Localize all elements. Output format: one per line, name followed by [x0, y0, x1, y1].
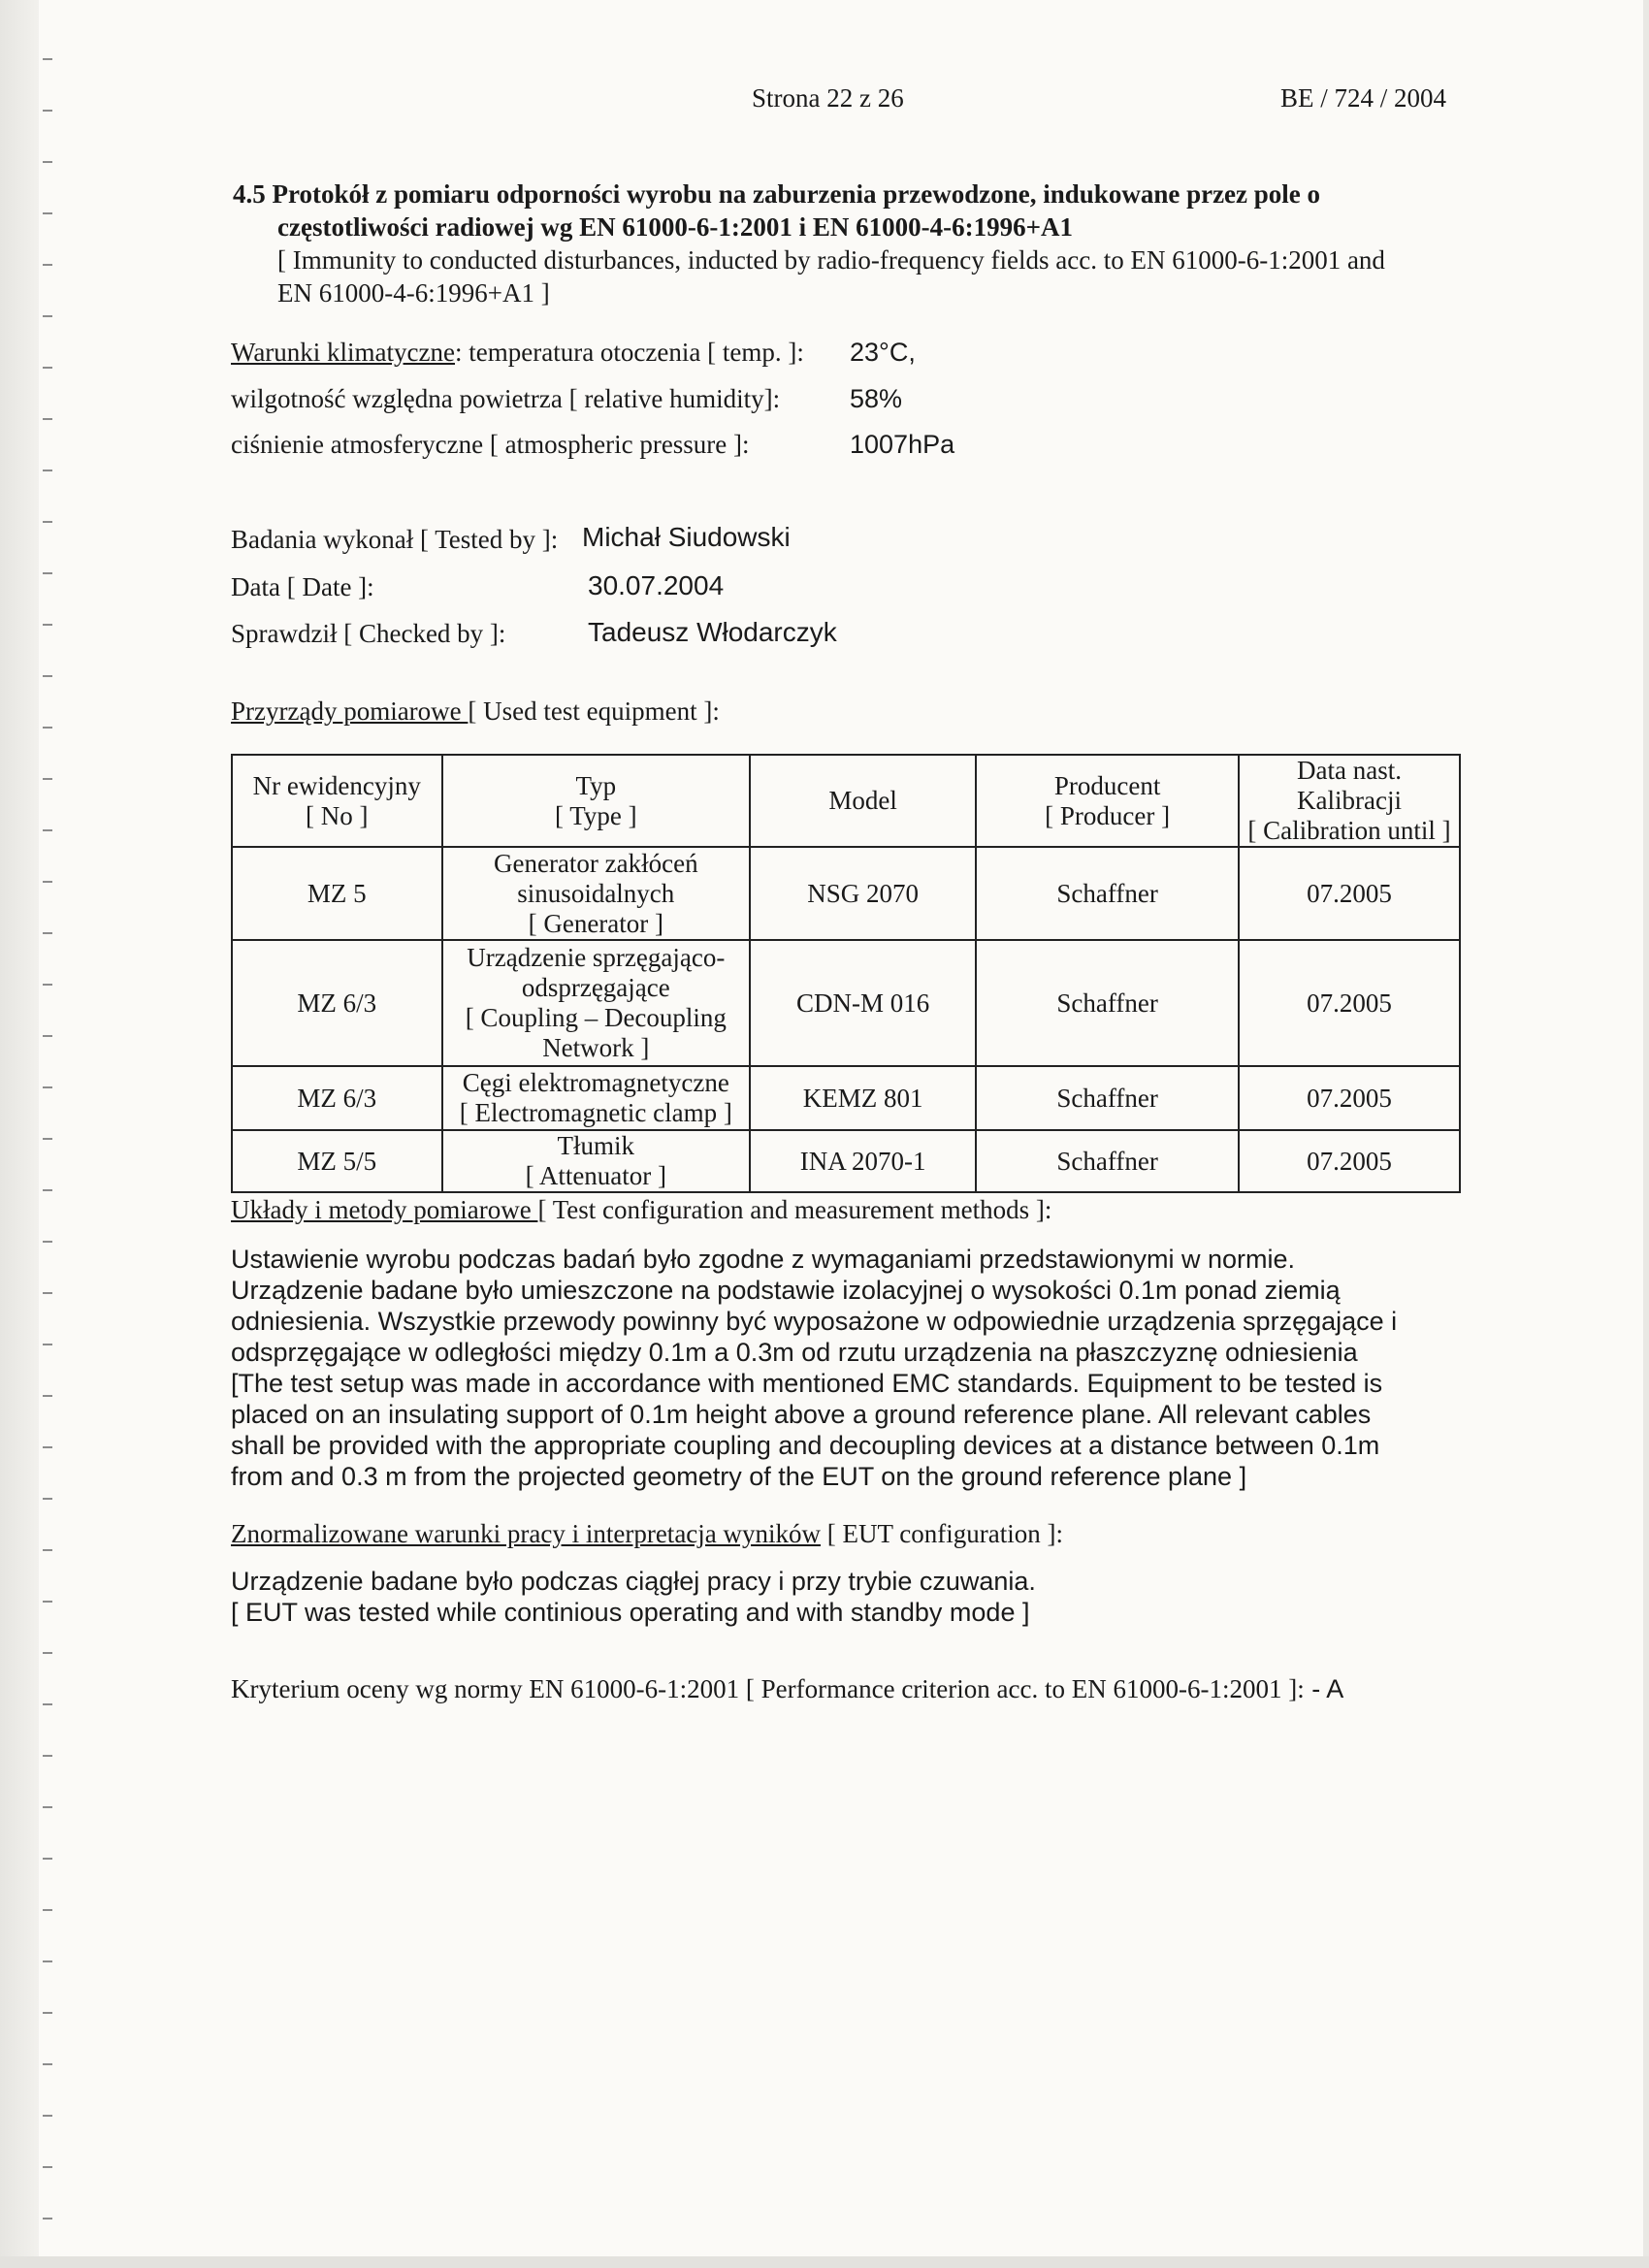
col-header-l1: Nr ewidencyjny [252, 770, 421, 800]
cell-type [442, 847, 751, 940]
binding-tick [43, 1344, 52, 1345]
table-row [232, 1130, 1460, 1192]
methods-line: from and 0.3 m from the projected geometry of the EUT on the ground reference plane ] [231, 1462, 1247, 1491]
section-title-line1: 4.5 Protokół z pomiaru odporności wyrobu na zaburzenia przewodzone, indukowane przez pole o [233, 179, 1321, 209]
eut-heading-suffix: [ EUT configuration ]: [821, 1519, 1063, 1548]
tested-by-label: Badania wykonał [ Tested by ]: [231, 525, 559, 554]
section-title-line2: częstotliwości radiowej wg EN 61000-6-1:2001 i EN 61000-4-6:1996+A1 [277, 212, 1074, 242]
col-header-l1: Data nast. Kalibracji [1297, 756, 1402, 815]
binding-tick [43, 1395, 52, 1397]
binding-tick [43, 1703, 52, 1705]
binding-tick [43, 1138, 52, 1140]
binding-tick [43, 418, 52, 420]
binding-tick [43, 932, 52, 934]
col-header-producer [976, 755, 1239, 847]
cell-calibration: 07.2005 [1239, 1066, 1460, 1130]
cell-type [442, 940, 751, 1066]
binding-tick [43, 1909, 52, 1911]
climate-humidity-value: 58% [850, 384, 903, 413]
climate-heading: Warunki klimatyczne [231, 338, 455, 367]
col-header-l1: Producent [1053, 770, 1161, 800]
binding-tick [43, 2166, 52, 2168]
climate-temp-row [231, 338, 804, 368]
methods-line: placed on an insulating support of 0.1m height above a ground reference plane. All relevant cables [231, 1400, 1372, 1429]
col-header-model [750, 755, 976, 847]
checked-by-value: Tadeusz Włodarczyk [588, 617, 837, 647]
eut-line: Urządzenie badane było podczas ciągłej pracy i przy trybie czuwania. [231, 1567, 1036, 1596]
methods-line: odniesienia. Wszystkie przewody powinny być wyposażone w odpowiednie urządzenia sprzęgające i [231, 1307, 1398, 1336]
cell-type-line: [ Attenuator ] [525, 1161, 667, 1190]
binding-tick [43, 1652, 52, 1654]
cell-type-line: [ Generator ] [528, 908, 664, 938]
binding-tick [43, 1446, 52, 1448]
cell-producer: Schaffner [976, 847, 1239, 940]
cell-type-line: Cęgi elektromagnetyczne [462, 1068, 729, 1097]
binding-tick [43, 1960, 52, 1962]
section-subtitle-line1: [ Immunity to conducted disturbances, inducted by radio-frequency fields acc. to EN 61000-6-1:2001 and [277, 245, 1385, 275]
binding-tick [43, 675, 52, 677]
methods-line: Urządzenie badane było umieszczone na podstawie izolacyjnej o wysokości 0.1m ponad ziemią [231, 1276, 1341, 1305]
section-title-block [233, 178, 1426, 309]
cell-no: MZ 5/5 [232, 1130, 442, 1192]
binding-tick [43, 315, 52, 317]
binding-tick [43, 2115, 52, 2117]
table-row [232, 847, 1460, 940]
eut-heading-row [231, 1519, 1063, 1549]
binding-tick [43, 984, 52, 986]
binding-tick [43, 624, 52, 626]
binding-tick [43, 1755, 52, 1757]
cell-model: NSG 2070 [750, 847, 976, 940]
methods-line: shall be provided with the appropriate coupling and decoupling devices at a distance between 0.1m [231, 1431, 1380, 1460]
climate-temp-value: 23°C, [850, 338, 916, 367]
climate-humidity-label: wilgotność względna powietrza [ relative humidity]: [231, 384, 781, 413]
cell-type-line: sinusoidalnych [517, 878, 675, 908]
cell-type-line: Network ] [542, 1033, 650, 1062]
col-header-l2: [ Type ] [555, 800, 637, 830]
binding-tick [43, 110, 52, 112]
methods-line: odsprzęgające w odległości między 0.1m a 0.3m od rzutu urządzenia na płaszczyznę odniesienia [231, 1338, 1358, 1367]
binding-tick [43, 1086, 52, 1088]
binding-tick [43, 1601, 52, 1603]
col-header-calibration [1239, 755, 1460, 847]
cell-no: MZ 6/3 [232, 940, 442, 1066]
binding-tick [43, 264, 52, 266]
cell-model: INA 2070-1 [750, 1130, 976, 1192]
tested-by-value: Michał Siudowski [582, 522, 791, 552]
climate-pressure-label: ciśnienie atmosferyczne [ atmospheric pressure ]: [231, 430, 750, 459]
binding-tick [43, 829, 52, 831]
binding-tick [43, 470, 52, 471]
binding-tick [43, 1189, 52, 1191]
page-edge-right [1643, 0, 1649, 2268]
criterion-row [231, 1674, 1343, 1704]
methods-heading: Układy i metody pomiarowe [231, 1195, 538, 1224]
binding-tick [43, 1241, 52, 1243]
cell-type-line: [ Electromagnetic clamp ] [459, 1098, 732, 1127]
cell-no: MZ 6/3 [232, 1066, 442, 1130]
binding-tick [43, 58, 52, 60]
col-header-l2: [ No ] [306, 800, 369, 830]
cell-type [442, 1066, 751, 1130]
eut-line: [ EUT was tested while continious operating and with standby mode ] [231, 1598, 1030, 1627]
eut-heading: Znormalizowane warunki pracy i interpretacja wyników [231, 1519, 822, 1548]
date-value: 30.07.2004 [588, 570, 725, 600]
binding-tick [43, 2063, 52, 2065]
cell-no: MZ 5 [232, 847, 442, 940]
cell-model: KEMZ 801 [750, 1066, 976, 1130]
binding-tick [43, 778, 52, 780]
col-header-l2: [ Calibration until ] [1247, 816, 1451, 845]
methods-heading-row [231, 1195, 1051, 1225]
table-header-row [232, 755, 1460, 847]
binding-tick [43, 1549, 52, 1551]
binding-tick [43, 881, 52, 883]
binding-tick [43, 1806, 52, 1808]
binding-tick [43, 727, 52, 729]
binding-tick [43, 2012, 52, 2014]
eut-paragraph [231, 1566, 1472, 1628]
equipment-heading-suffix: [ Used test equipment ]: [468, 697, 720, 726]
binding-tick [43, 1292, 52, 1294]
equipment-heading: Przyrządy pomiarowe [231, 697, 469, 726]
col-header-l1: Typ [575, 770, 617, 800]
cell-type-line: Generator zakłóceń [493, 848, 698, 878]
table-row [232, 940, 1460, 1066]
cell-producer: Schaffner [976, 1066, 1239, 1130]
col-header-l1: Model [828, 786, 897, 815]
cell-calibration: 07.2005 [1239, 1130, 1460, 1192]
binding-tick [43, 572, 52, 574]
date-label: Data [ Date ]: [231, 572, 374, 601]
col-header-type [442, 755, 751, 847]
cell-type-line: Urządzenie sprzęgająco- [467, 943, 726, 972]
binding-tick [43, 1498, 52, 1500]
binding-tick [43, 521, 52, 523]
binding-tick [43, 1035, 52, 1037]
col-header-l2: [ Producer ] [1045, 800, 1171, 830]
page-number: Strona 22 z 26 [752, 83, 904, 113]
methods-paragraph [231, 1244, 1472, 1492]
criterion-value: - A [1304, 1674, 1344, 1703]
climate-pressure-value: 1007hPa [850, 430, 955, 459]
methods-heading-suffix: [ Test configuration and measurement methods ]: [537, 1195, 1052, 1224]
col-header-no [232, 755, 442, 847]
section-subtitle-line2: EN 61000-4-6:1996+A1 ] [277, 278, 550, 308]
cell-model: CDN-M 016 [750, 940, 976, 1066]
document-id: BE / 724 / 2004 [1280, 83, 1447, 113]
criterion-text: Kryterium oceny wg normy EN 61000-6-1:2001 [ Performance criterion acc. to EN 61000-6-1:2001 ]: [231, 1674, 1305, 1703]
cell-type-line: Tłumik [557, 1131, 635, 1160]
cell-producer: Schaffner [976, 940, 1239, 1066]
cell-calibration: 07.2005 [1239, 940, 1460, 1066]
checked-by-label: Sprawdził [ Checked by ]: [231, 619, 506, 648]
methods-line: [The test setup was made in accordance with mentioned EMC standards. Equipment to be tested is [231, 1369, 1383, 1398]
table-row [232, 1066, 1460, 1130]
binding-tick [43, 212, 52, 214]
binding-tick [43, 161, 52, 163]
cell-producer: Schaffner [976, 1130, 1239, 1192]
cell-type-line: odsprzęgające [521, 973, 670, 1002]
climate-temp-label: : temperatura otoczenia [ temp. ]: [455, 338, 804, 367]
equipment-table [231, 754, 1461, 1193]
cell-calibration: 07.2005 [1239, 847, 1460, 940]
binding-tick [43, 2218, 52, 2219]
equipment-heading-row [231, 697, 720, 727]
cell-type [442, 1130, 751, 1192]
binding-tick [43, 367, 52, 369]
binding-strip [0, 0, 39, 2268]
page-edge-bottom [0, 2256, 1649, 2268]
binding-tick [43, 1858, 52, 1860]
cell-type-line: [ Coupling – Decoupling [465, 1003, 727, 1032]
methods-line: Ustawienie wyrobu podczas badań było zgodne z wymaganiami przedstawionymi w normie. [231, 1245, 1296, 1274]
